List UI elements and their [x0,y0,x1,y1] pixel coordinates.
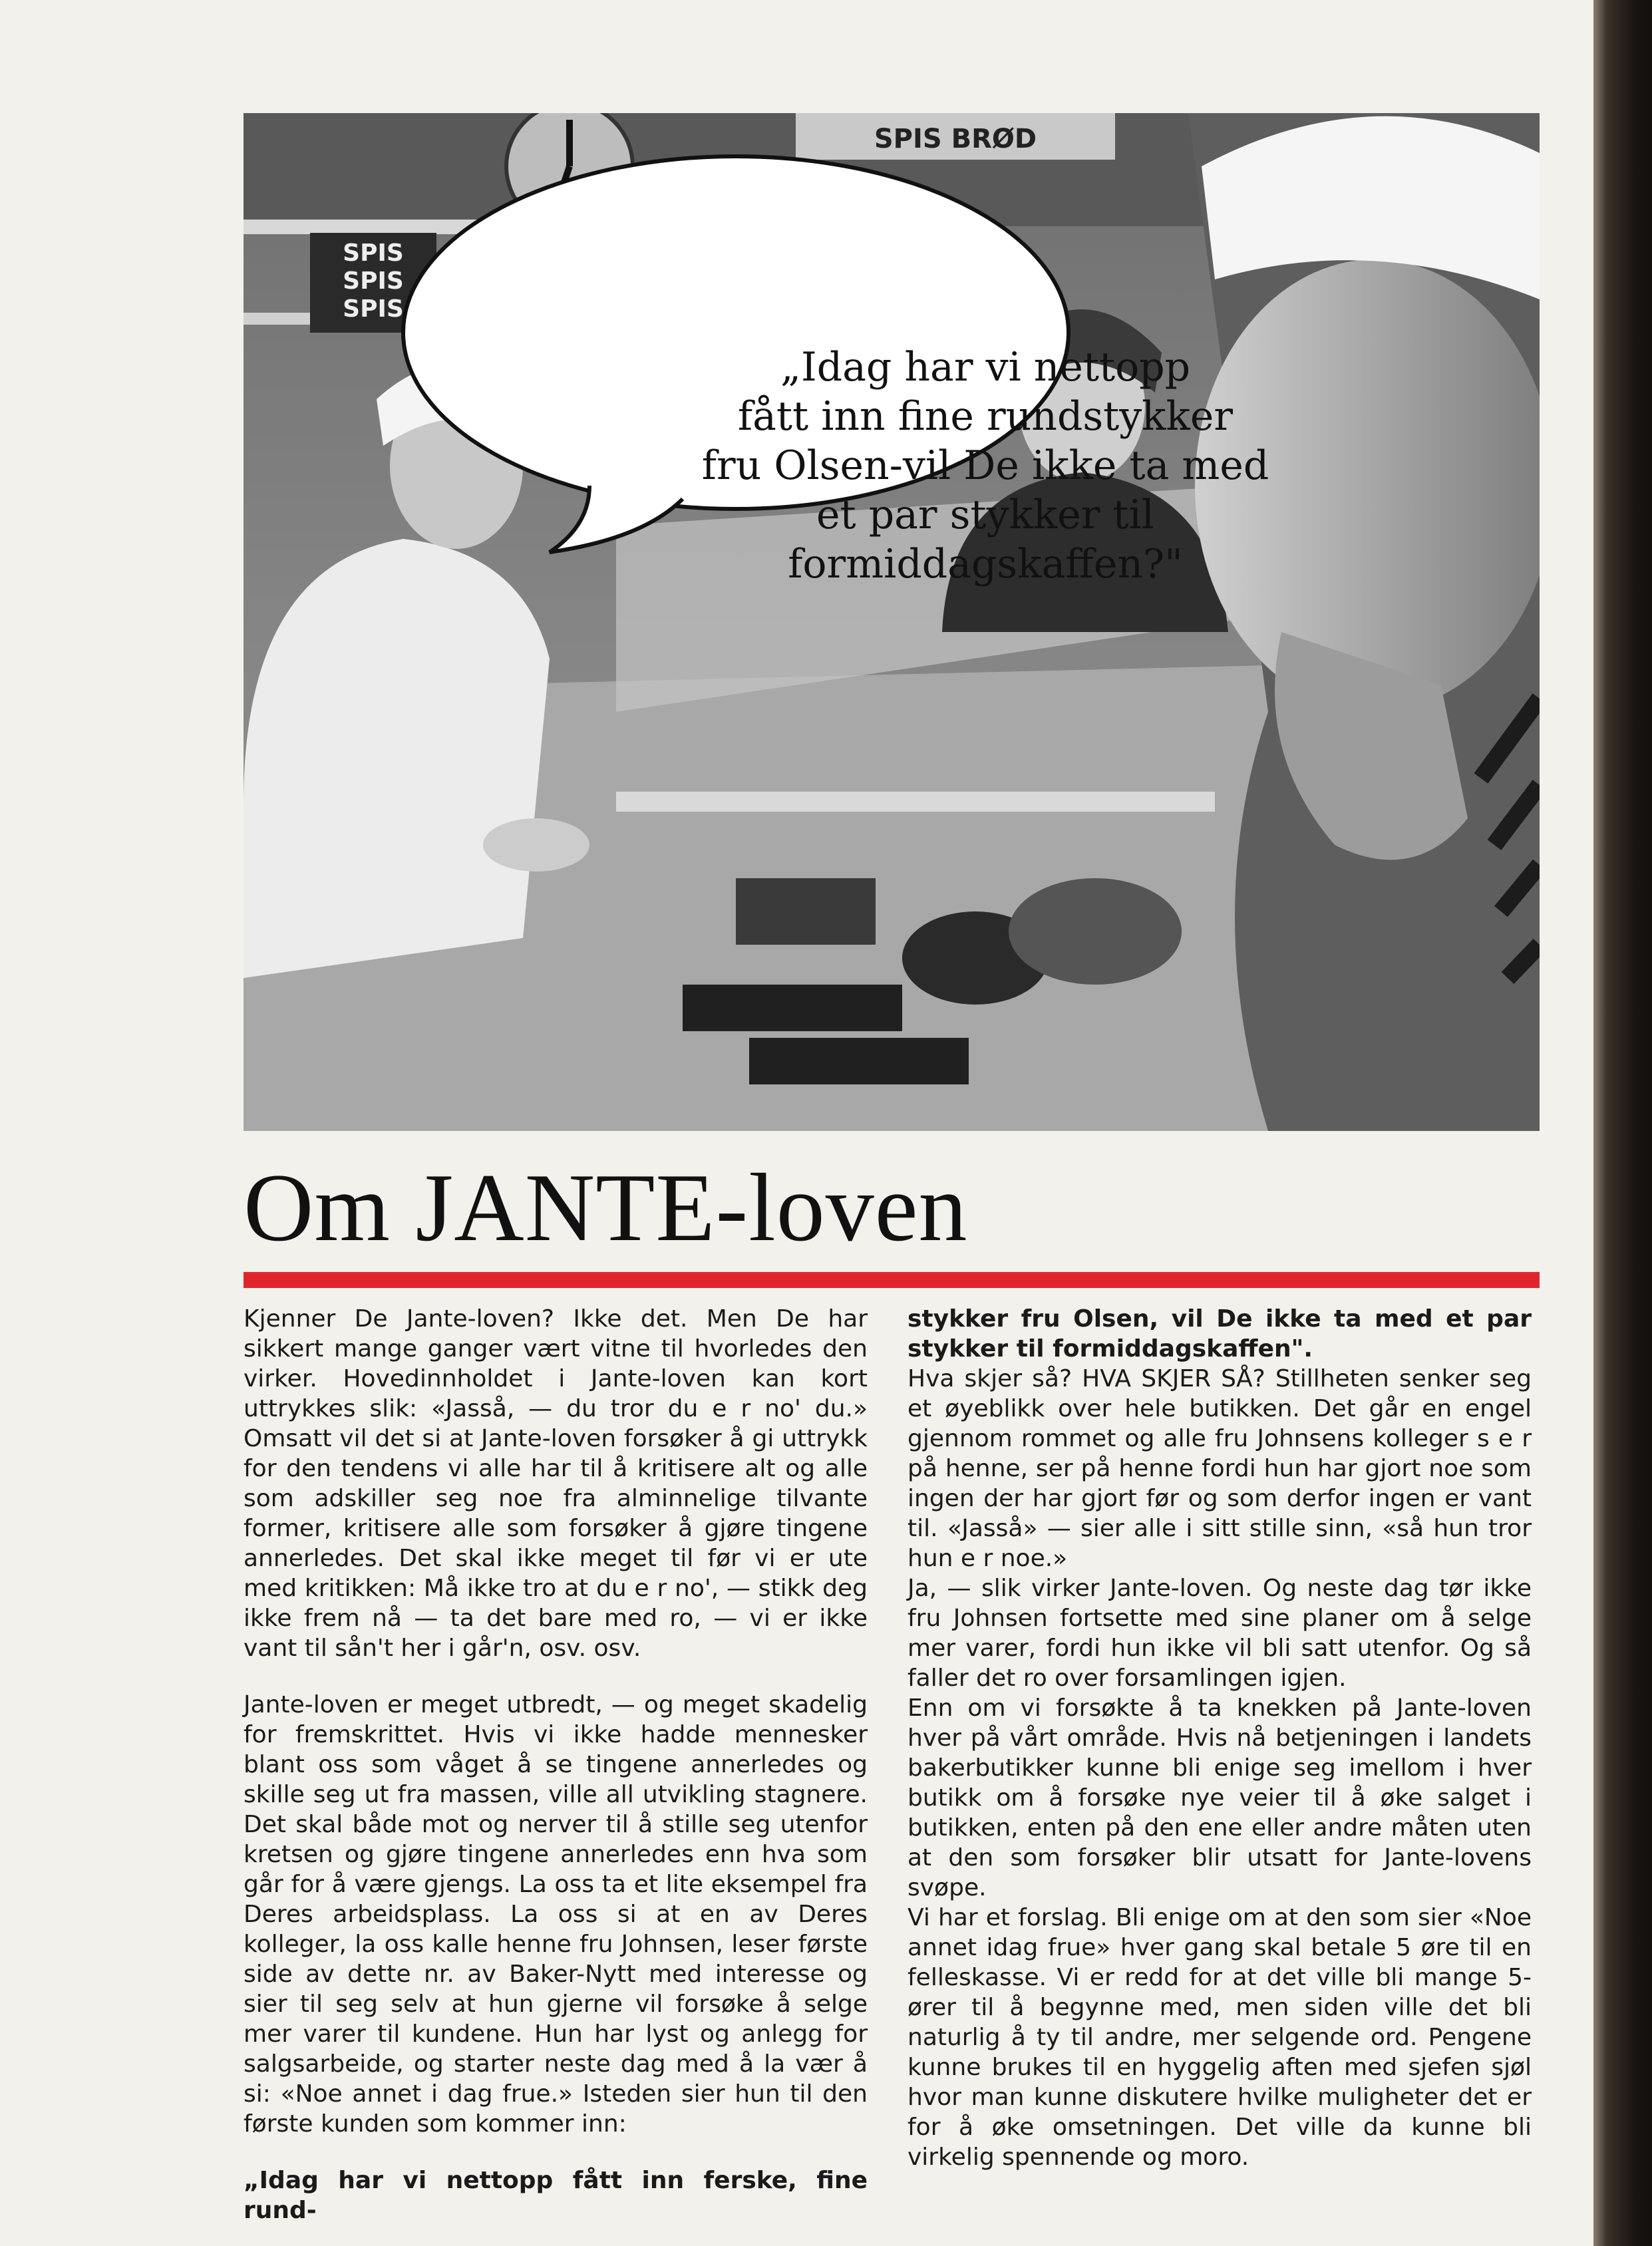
left-paragraph-3 [244,2166,868,2225]
sign-spis-brod: SPIS BRØD [874,124,1037,154]
bakery-scene-illustration [244,113,1540,1131]
right-paragraph-1-bold: stykker fru Olsen, vil De ikke ta med et par stykker til formiddagskaffen". [908,1305,1532,1363]
left-paragraph-3-bold: „Idag har vi nettopp fått inn ferske, fine rund- [244,2167,868,2224]
book-spine [1593,0,1652,2246]
speech-bubble-text: „Idag har vi nettopp fått inn fine rundstykker fru Olsen-vil De ikke ta med et par stykker til formiddagskaffen?" [701,344,1269,587]
sign-spis-3: SPIS [343,295,404,323]
right-paragraph-5: Vi har et forslag. Bli enige om at den som sier «Noe annet idag frue» hver gang skal betale 5 øre til en felleskasse. Vi er redd for at det ville bli mange 5-ører til å begynne med, men siden ville det bli naturlig å ty til andre, mer selgende ord. Pengene kunne brukes til en hyggelig aften med sjefen sjøl hvor man kunne diskutere hvilke muligheter det er for å øke omsetningen. Det ville da kunne bli virkelig spennende og moro. [908,1904,1532,2171]
left-paragraph-2: Jante-loven er meget utbredt, — og meget skadelig for fremskrittet. Hvis vi ikke hadde mennesker blant oss som våget å se tingene annerledes og skille seg ut fra massen, ville all utvikling stagnere. Det skal både mot og nerver til å stille seg utenfor kretsen og gjøre tingene annerledes enn hva som går for å være gjengs. La oss ta et lite eksempel fra Deres arbeidsplass. La oss si at en av Deres kolleger, la oss kalle henne fru Johnsen, leser første side av dette nr. av Baker-Nytt med interesse og sier til seg selv at hun gjerne vil forsøke å selge mer varer til kundene. Hun har lyst og anlegg for salgsarbeide, og starter neste dag med å la vær å si: «Noe annet i dag frue.» Isteden sier hun til den første kunden som kommer inn: [244,1691,868,2138]
right-paragraph-3: Ja, — slik virker Jante-loven. Og neste dag tør ikke fru Johnsen fortsette med sine planer om å selge mer varer, fordi hun ikke vil bli satt utenfor. Og så faller det ro over forsamlingen igjen. [908,1575,1532,1692]
article-column-right [908,1304,1532,2172]
bakery-photo [244,113,1540,1131]
right-paragraph-2: Hva skjer så? HVA SKJER SÅ? Stillheten senker seg et øyeblikk over hele butikken. Det går en engel gjennom rommet og alle fru Johnsens kolleger s e r på henne, ser på henne fordi hun har gjort noe som ingen der har gjort før og som derfor ingen er vant til. «Jasså» — sier alle i sitt stille sinn, «så hun tror hun e r noe.» [908,1365,1532,1572]
right-paragraph-4: Enn om vi forsøkte å ta knekken på Jante-loven hver på vårt område. Hvis nå betjeningen i landets bakerbutikker kunne bli enige seg imellom i hver butikk om å forsøke nye veier til å øke salget i butikken, enten på den ene eller andre måten uten at den som forsøker blir utsatt for Jante-lovens svøpe. [908,1694,1532,1901]
sign-spis-2: SPIS [343,267,404,295]
article-column-left [244,1304,868,2225]
left-paragraph-1: Kjenner De Jante-loven? Ikke det. Men De har sikkert mange ganger vært vitne til hvorledes den virker. Hovedinnholdet i Jante-loven kan kort uttrykkes slik: «Jasså, — du tror du e r no' du.» Omsatt vil det si at Jante-loven forsøker å gi uttrykk for den tendens vi alle har til å kritisere alt og alle som adskiller seg noe fra alminnelige tilvante former, kritisere alle som forsøker å gjøre tingene annerledes. Det skal ikke meget til før vi er ute med kritikken: Må ikke tro at du e r no', — stikk deg ikke frem nå — ta det bare med ro, — vi er ikke vant til sån't her i går'n, osv. osv. [244,1305,868,1662]
right-paragraph-1 [908,1304,1532,1364]
red-divider [244,1272,1540,1288]
sign-spis-1: SPIS [343,240,404,267]
article-headline: Om JANTE-loven [244,1154,968,1261]
